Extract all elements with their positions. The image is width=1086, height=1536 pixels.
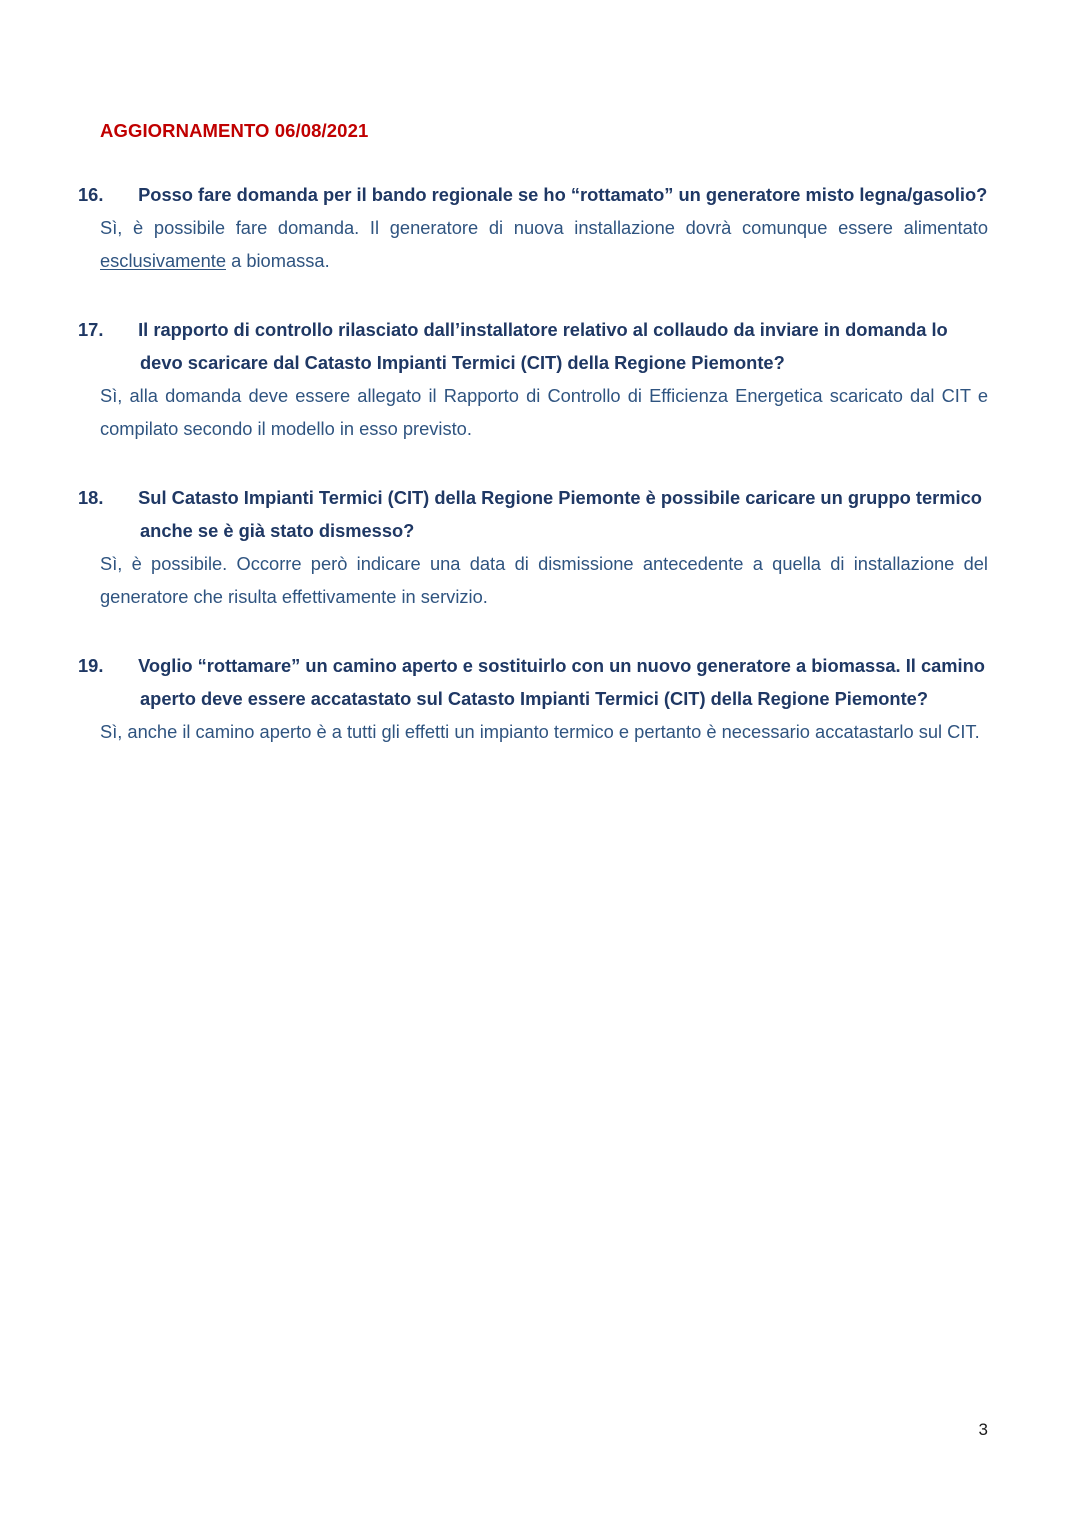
faq-answer-19: Sì, anche il camino aperto è a tutti gli effetti un impianto termico e pertanto è necessario accatastarlo sul CIT.: [100, 721, 980, 742]
faq-question-text-19: Voglio “rottamare” un camino aperto e sostituirlo con un nuovo generatore a biomassa. Il camino aperto deve essere accatastato sul Catasto Impianti Termici (CIT) della Regione Piemonte?: [138, 655, 985, 709]
faq-question-text-16: Posso fare domanda per il bando regionale se ho “rottamato” un generatore misto legna/gasolio?: [138, 184, 988, 205]
faq-item-17: [78, 313, 988, 445]
document-content: [78, 118, 988, 748]
faq-item-16: [78, 178, 988, 277]
faq-answer-16: [100, 211, 988, 277]
faq-question-17: [78, 313, 988, 379]
faq-question-18: [78, 481, 988, 547]
faq-answer-17: Sì, alla domanda deve essere allegato il Rapporto di Controllo di Efficienza Energetica scaricato dal CIT e compilato secondo il modello in esso previsto.: [100, 385, 988, 439]
faq-question-19: [78, 649, 988, 715]
faq-item-18: [78, 481, 988, 613]
faq-answer-text-16-part1: Sì, è possibile fare domanda. Il generatore di nuova installazione dovrà comunque essere alimentato: [100, 217, 988, 238]
faq-answer-text-16-part2: a biomassa.: [226, 250, 330, 271]
faq-number-18: 18.: [78, 487, 104, 508]
update-header: AGGIORNAMENTO 06/08/2021: [100, 120, 369, 141]
faq-number-19: 19.: [78, 655, 104, 676]
faq-question-text-18: Sul Catasto Impianti Termici (CIT) della Regione Piemonte è possibile caricare un gruppo termico anche se è già stato dismesso?: [138, 487, 982, 541]
page-number: 3: [978, 1420, 988, 1439]
faq-answer-18: Sì, è possibile. Occorre però indicare una data di dismissione antecedente a quella di installazione del generatore che risulta effettivamente in servizio.: [100, 553, 988, 607]
faq-question-text-17: Il rapporto di controllo rilasciato dall’installatore relativo al collaudo da inviare in domanda lo devo scaricare dal Catasto Impianti Termici (CIT) della Regione Piemonte?: [138, 319, 948, 373]
faq-item-19: [78, 649, 988, 748]
faq-question-16: [78, 178, 988, 211]
faq-number-16: 16.: [78, 184, 104, 205]
faq-number-17: 17.: [78, 319, 104, 340]
faq-answer-underlined-16: esclusivamente: [100, 250, 226, 271]
